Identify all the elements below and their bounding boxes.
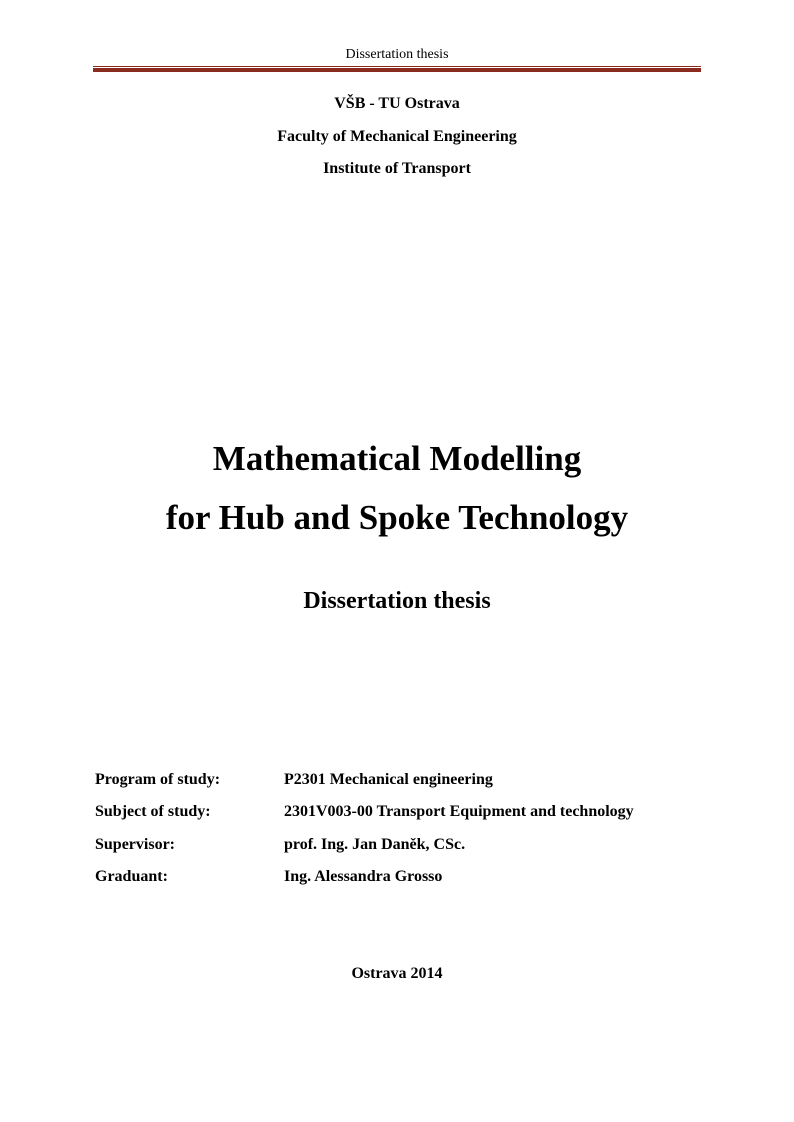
detail-row-graduant: [95, 868, 715, 900]
university-name: VŠB - TU Ostrava: [334, 95, 460, 112]
detail-value: prof. Ing. Jan Daněk, CSc.: [284, 835, 466, 853]
detail-value: Ing. Alessandra Grosso: [284, 867, 443, 885]
header-rule-thick: [93, 68, 701, 72]
title-line-1: Mathematical Modelling: [212, 439, 582, 478]
header-rule: [93, 66, 701, 72]
detail-row-program: [95, 771, 715, 803]
detail-value: 2301V003-00 Transport Equipment and technology: [284, 803, 634, 821]
details-table: [95, 771, 715, 900]
detail-label: Graduant:: [95, 867, 168, 885]
document-type: Dissertation thesis: [303, 588, 491, 614]
faculty-name: Faculty of Mechanical Engineering: [277, 128, 517, 145]
detail-label: Subject of study:: [95, 803, 211, 821]
detail-label: Supervisor:: [95, 835, 175, 853]
detail-value: P2301 Mechanical engineering: [284, 771, 493, 788]
detail-row-subject: [95, 803, 715, 835]
title-line-2: for Hub and Spoke Technology: [165, 498, 629, 537]
institute-name: Institute of Transport: [323, 160, 471, 177]
place-and-year: Ostrava 2014: [351, 965, 443, 982]
detail-row-supervisor: [95, 836, 715, 868]
header-rule-thin: [93, 66, 701, 67]
detail-label: Program of study:: [95, 771, 221, 788]
running-header: Dissertation thesis: [345, 47, 449, 62]
